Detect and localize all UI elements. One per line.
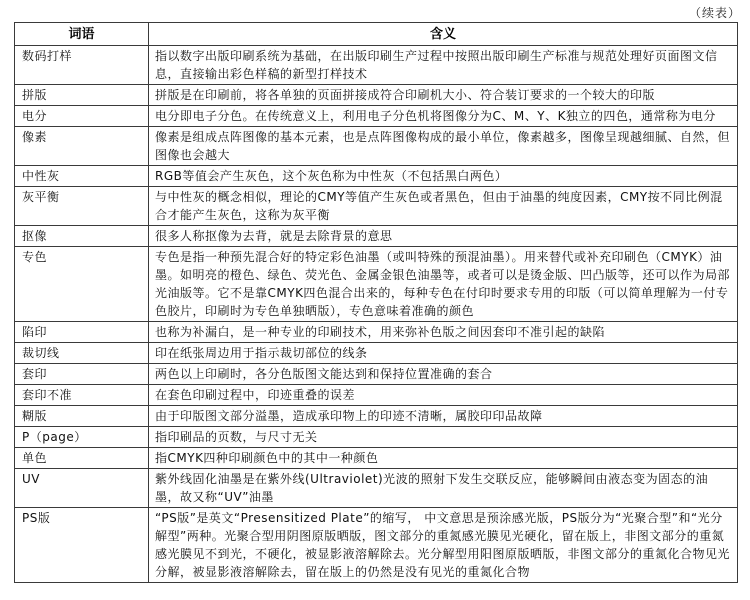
- meaning-cell: 电分即电子分色。在传统意义上，利用电子分色机将图像分为C、M、Y、K独立的四色，通常称为电分: [149, 106, 738, 127]
- continued-table-label: （续表）: [688, 6, 741, 20]
- table-row: [15, 508, 738, 583]
- meaning-cell: 专色是指一种预先混合好的特定彩色油墨（或叫特殊的预混油墨）。用来替代或补充印刷色（CMYK）油墨。如明亮的橙色、绿色、荧光色、金属金银色油墨等，或者可以是烫金版、凹凸版等，还可以作为局部光油版等。它不是靠CMYK四色混合出来的，每种专色在付印时要求专用的印版（可以简单理解为一付专色胶片，印刷时为专色单独晒版），专色意味着准确的颜色: [149, 247, 738, 322]
- term-cell: 单色: [15, 448, 149, 469]
- meaning-cell: RGB等值会产生灰色，这个灰色称为中性灰（不包括黑白两色）: [149, 166, 738, 187]
- meaning-cell: 像素是组成点阵图像的基本元素，也是点阵图像构成的最小单位，像素越多，图像呈现越细腻、自然，但图像也会越大: [149, 127, 738, 166]
- term-cell: UV: [15, 469, 149, 508]
- table-row: [15, 406, 738, 427]
- table-row: [15, 364, 738, 385]
- term-cell: 套印: [15, 364, 149, 385]
- term-cell: PS版: [15, 508, 149, 583]
- term-cell: 拼版: [15, 85, 149, 106]
- term-cell: 套印不准: [15, 385, 149, 406]
- header-row: [15, 23, 738, 46]
- term-cell: 灰平衡: [15, 187, 149, 226]
- table-row: [15, 448, 738, 469]
- term-cell: 数码打样: [15, 46, 149, 85]
- table-body: [15, 46, 738, 583]
- table-row: [15, 247, 738, 322]
- term-cell: 抠像: [15, 226, 149, 247]
- meaning-cell: 两色以上印刷时，各分色版图文能达到和保持位置准确的套合: [149, 364, 738, 385]
- term-cell: 电分: [15, 106, 149, 127]
- term-cell: 糊版: [15, 406, 149, 427]
- meaning-cell: “PS版”是英文“Presensitized Plate”的缩写， 中文意思是预涂感光版，PS版分为“光聚合型”和“光分解型”两种。光聚合型用阴图原版晒版，图文部分的重氮感光膜见光硬化，留在版上，非图文部分的重氮感光膜见不到光，不硬化，被显影液溶解除去。光分解型用阳图原版晒版，非图文部分的重氮化合物见光分解，被显影液溶解除去，留在版上的仍然是没有见光的重氮化合物: [149, 508, 738, 583]
- meaning-cell: 与中性灰的概念相似，理论的CMY等值产生灰色或者黑色，但由于油墨的纯度因素，CMY按不同比例混合才能产生灰色，这称为灰平衡: [149, 187, 738, 226]
- meaning-cell: 拼版是在印刷前，将各单独的页面拼接成符合印刷机大小、符合装订要求的一个较大的印版: [149, 85, 738, 106]
- table-row: [15, 166, 738, 187]
- table-header: [15, 23, 738, 46]
- meaning-cell: 印在纸张周边用于指示裁切部位的线条: [149, 343, 738, 364]
- meaning-cell: 紫外线固化油墨是在紫外线(Ultraviolet)光波的照射下发生交联反应，能够瞬间由液态变为固态的油墨，故又称“UV”油墨: [149, 469, 738, 508]
- table-row: [15, 322, 738, 343]
- table-row: [15, 385, 738, 406]
- meaning-cell: 很多人称抠像为去背，就是去除背景的意思: [149, 226, 738, 247]
- table-row: [15, 106, 738, 127]
- table-row: [15, 187, 738, 226]
- table-row: [15, 46, 738, 85]
- term-cell: 陷印: [15, 322, 149, 343]
- table-row: [15, 85, 738, 106]
- term-cell: 像素: [15, 127, 149, 166]
- term-cell: 专色: [15, 247, 149, 322]
- table-row: [15, 127, 738, 166]
- meaning-cell: 由于印版图文部分溢墨，造成承印物上的印迹不清晰，属胶印印品故障: [149, 406, 738, 427]
- term-cell: P（page）: [15, 427, 149, 448]
- table-row: [15, 343, 738, 364]
- meaning-cell: 在套色印刷过程中，印迹重叠的误差: [149, 385, 738, 406]
- term-cell: 裁切线: [15, 343, 149, 364]
- column-header-meaning: 含义: [149, 23, 738, 46]
- column-header-term: 词语: [15, 23, 149, 46]
- meaning-cell: 也称为补漏白，是一种专业的印刷技术，用来弥补色版之间因套印不准引起的缺陷: [149, 322, 738, 343]
- meaning-cell: 指印刷品的页数，与尺寸无关: [149, 427, 738, 448]
- table-row: [15, 469, 738, 508]
- table-row: [15, 226, 738, 247]
- meaning-cell: 指以数字出版印刷系统为基础，在出版印刷生产过程中按照出版印刷生产标准与规范处理好页面图文信息，直接输出彩色样稿的新型打样技术: [149, 46, 738, 85]
- terms-table: [14, 22, 738, 583]
- term-cell: 中性灰: [15, 166, 149, 187]
- meaning-cell: 指CMYK四种印刷颜色中的其中一种颜色: [149, 448, 738, 469]
- table-row: [15, 427, 738, 448]
